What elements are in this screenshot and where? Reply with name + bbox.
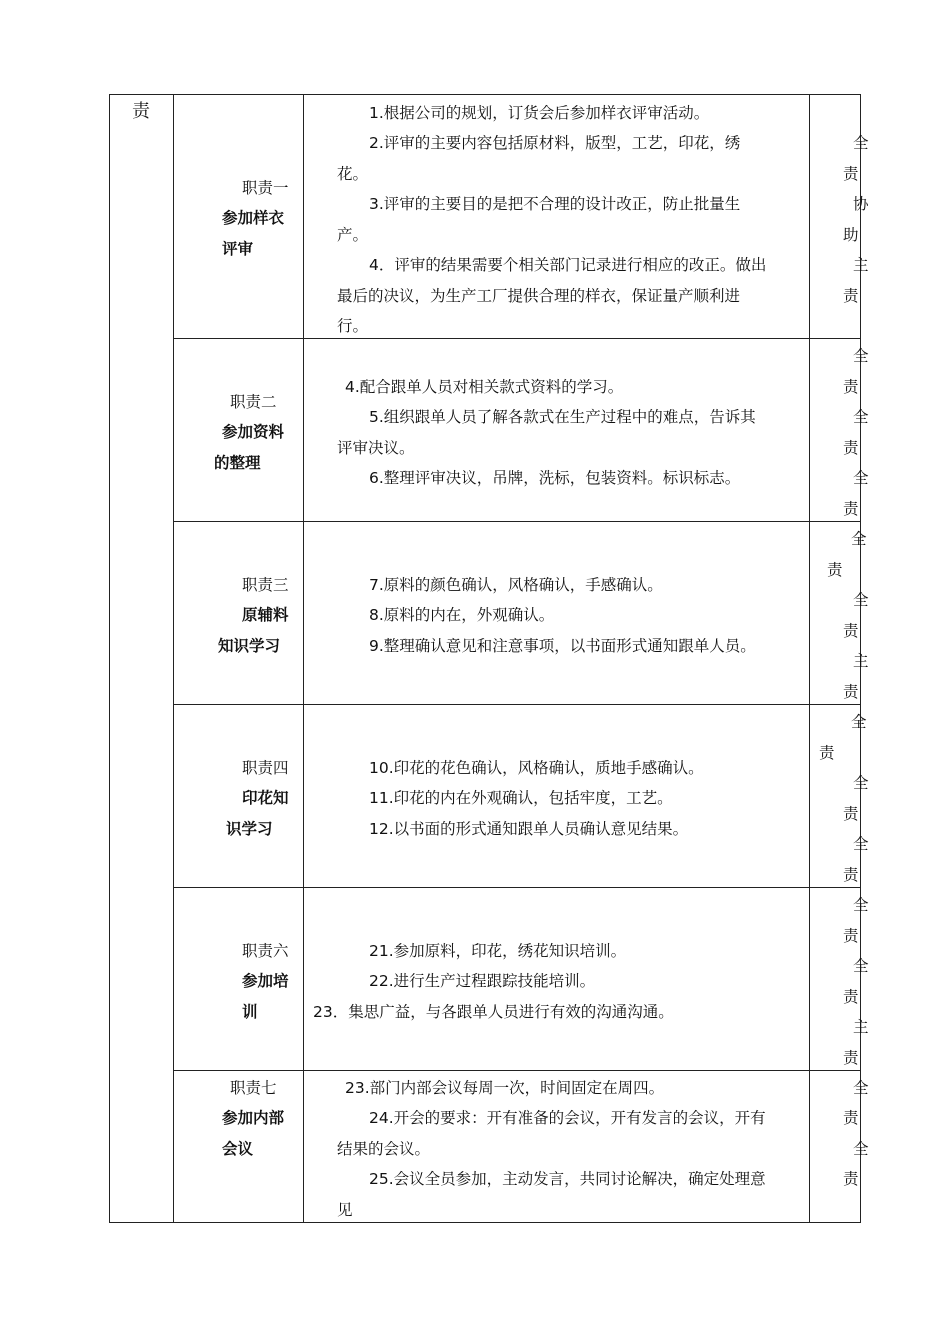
role-char: 全	[853, 1079, 869, 1097]
duty-subtitle: 识学习	[226, 820, 273, 838]
duty-content-line: 8.原料的内在，外观确认。	[369, 606, 555, 624]
role-char: 全	[853, 896, 869, 914]
duty-content-line: 花。	[337, 165, 369, 183]
role-char: 责	[843, 439, 859, 457]
duty-content-line: 21.参加原料，印花，绣花知识培训。	[369, 942, 627, 960]
row-divider	[173, 521, 860, 522]
duty-subtitle: 参加内部	[222, 1109, 285, 1127]
duty-content-line: 4.配合跟单人员对相关款式资料的学习。	[345, 378, 624, 396]
role-char: 责	[819, 744, 835, 762]
duty-title: 职责七	[230, 1079, 277, 1097]
first-column-char: 责	[132, 101, 150, 122]
role-char: 全	[853, 774, 869, 792]
duty-content-line: 23．集思广益，与各跟单人员进行有效的沟通沟通。	[313, 1003, 674, 1021]
role-char: 责	[843, 1109, 859, 1127]
role-char: 全	[853, 957, 869, 975]
role-char: 助	[843, 226, 859, 244]
duty-content-line: 7.原料的颜色确认，风格确认，手感确认。	[369, 576, 663, 594]
role-char: 责	[843, 805, 859, 823]
column-divider	[173, 95, 174, 1222]
duty-table	[109, 94, 869, 1223]
column-divider	[809, 95, 810, 1222]
role-char: 责	[843, 927, 859, 945]
duty-subtitle: 评审	[222, 240, 254, 258]
duty-subtitle: 的整理	[214, 454, 261, 472]
role-char: 全	[853, 1140, 869, 1158]
row-divider	[173, 1070, 860, 1071]
duty-content-line: 23.部门内部会议每周一次，时间固定在周四。	[345, 1079, 665, 1097]
role-char: 全	[853, 347, 869, 365]
duty-subtitle: 训	[242, 1003, 258, 1021]
duty-content-line: 6.整理评审决议，吊牌，洗标，包装资料。标识标志。	[369, 469, 741, 487]
duty-content-line: 22.进行生产过程跟踪技能培训。	[369, 972, 596, 990]
role-char: 责	[827, 561, 843, 579]
role-char: 主	[853, 652, 869, 670]
duty-content-line: 行。	[337, 317, 369, 335]
duty-content-line: 10.印花的花色确认，风格确认，质地手感确认。	[369, 759, 704, 777]
duty-title: 职责三	[242, 576, 289, 594]
role-char: 责	[843, 866, 859, 884]
duty-content-line: 25.会议全员参加，主动发言，共同讨论解决，确定处理意	[369, 1170, 766, 1188]
duty-subtitle: 参加样衣	[222, 209, 285, 227]
role-char: 责	[843, 287, 859, 305]
duty-subtitle: 会议	[222, 1140, 254, 1158]
role-char: 责	[843, 378, 859, 396]
role-char: 责	[843, 1049, 859, 1067]
role-char: 全	[853, 469, 869, 487]
column-divider	[303, 95, 304, 1222]
duty-subtitle: 参加资料	[222, 423, 285, 441]
role-char: 责	[843, 500, 859, 518]
duty-content-line: 最后的决议，为生产工厂提供合理的样衣，保证量产顺利进	[337, 287, 741, 305]
role-char: 主	[853, 256, 869, 274]
duty-content-line: 2.评审的主要内容包括原材料，版型，工艺，印花，绣	[369, 134, 741, 152]
duty-subtitle: 参加培	[242, 972, 289, 990]
duty-content-line: 24.开会的要求：开有准备的会议，开有发言的会议，开有	[369, 1109, 766, 1127]
duty-content-line: 3.评审的主要目的是把不合理的设计改正，防止批量生	[369, 195, 741, 213]
duty-subtitle: 原辅料	[242, 606, 289, 624]
row-divider	[173, 338, 860, 339]
row-divider	[173, 887, 860, 888]
role-char: 责	[843, 622, 859, 640]
duty-subtitle: 知识学习	[218, 637, 281, 655]
duty-content-line: 评审决议。	[337, 439, 415, 457]
duty-title: 职责一	[242, 179, 289, 197]
role-char: 全	[853, 408, 869, 426]
role-char: 责	[843, 988, 859, 1006]
duty-content-line: 产。	[337, 226, 369, 244]
role-char: 全	[851, 713, 867, 731]
duty-subtitle: 印花知	[242, 789, 289, 807]
duty-content-line: 5.组织跟单人员了解各款式在生产过程中的难点，告诉其	[369, 408, 756, 426]
role-char: 协	[853, 195, 869, 213]
role-char: 责	[843, 683, 859, 701]
duty-content-line: 4．评审的结果需要个相关部门记录进行相应的改正。做出	[369, 256, 767, 274]
duty-title: 职责二	[230, 393, 277, 411]
role-char: 全	[851, 530, 867, 548]
role-char: 主	[853, 1018, 869, 1036]
row-divider	[173, 704, 860, 705]
role-char: 全	[853, 591, 869, 609]
role-char: 责	[843, 1170, 859, 1188]
duty-content-line: 1.根据公司的规划，订货会后参加样衣评审活动。	[369, 104, 710, 122]
duty-content-line: 见	[337, 1201, 353, 1219]
duty-content-line: 11.印花的内在外观确认，包括牢度，工艺。	[369, 789, 673, 807]
duty-content-line: 12.以书面的形式通知跟单人员确认意见结果。	[369, 820, 689, 838]
duty-content-line: 结果的会议。	[337, 1140, 431, 1158]
role-char: 全	[853, 134, 869, 152]
duty-title: 职责六	[242, 942, 289, 960]
role-char: 责	[843, 165, 859, 183]
duty-title: 职责四	[242, 759, 289, 777]
role-char: 全	[853, 835, 869, 853]
duty-content-line: 9.整理确认意见和注意事项，以书面形式通知跟单人员。	[369, 637, 756, 655]
